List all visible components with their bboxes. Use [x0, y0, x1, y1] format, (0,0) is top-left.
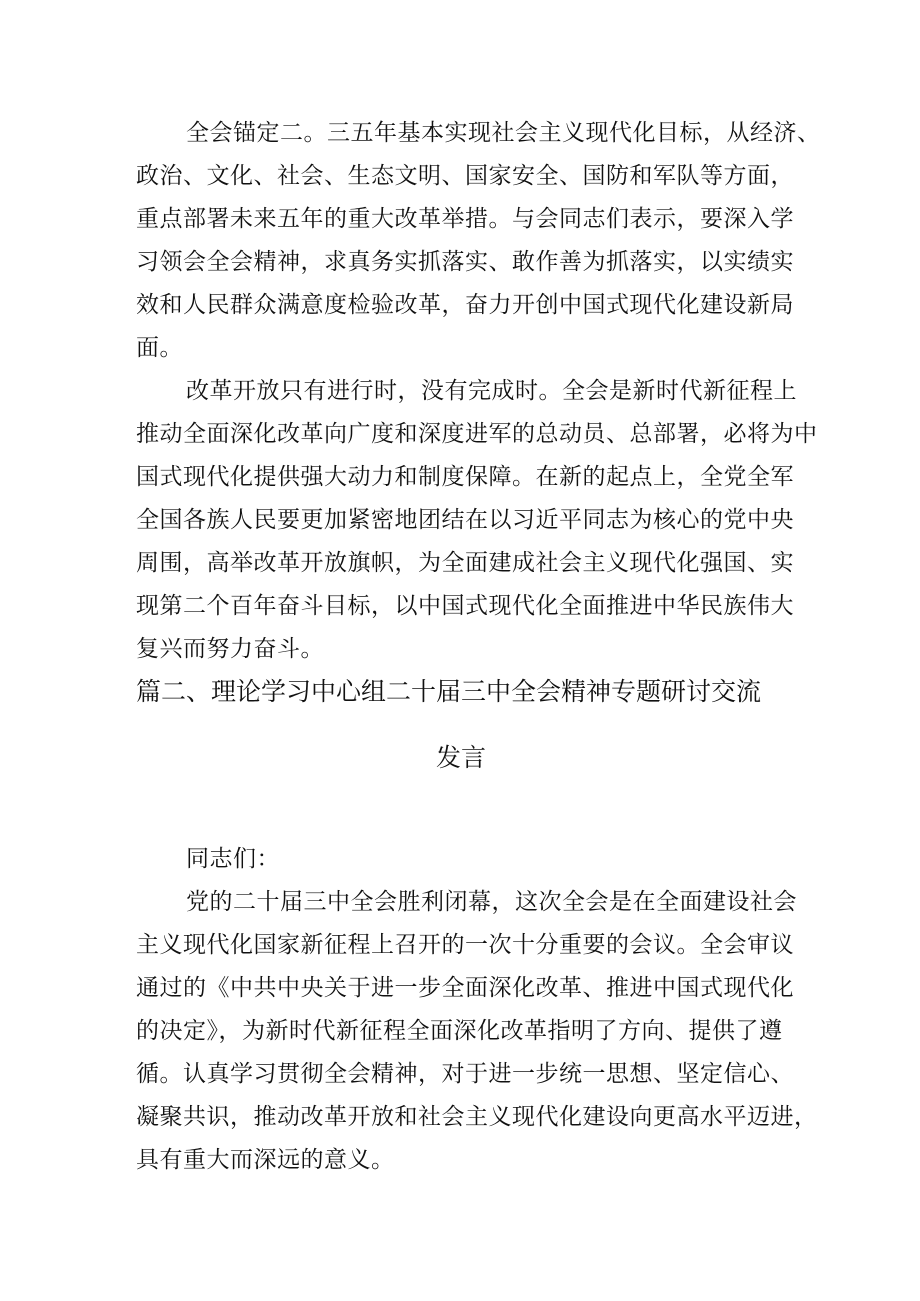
paragraph-line: 全会锚定二。三五年基本实现社会主义现代化目标，从经济、 — [186, 120, 821, 146]
paragraph-line: 主义现代化国家新征程上召开的一次十分重要的会议。全会审议 — [136, 932, 794, 958]
section-heading-continued: 发言 — [436, 743, 487, 772]
paragraph-line: 推动全面深化改革向广度和深度进军的总动员、总部署，必将为中 — [136, 421, 818, 447]
section-heading: 篇二、理论学习中心组二十届三中全会精神专题研讨交流 — [136, 677, 762, 706]
paragraph-line: 的决定》，为新时代新征程全面深化改革指明了方向、提供了遵 — [136, 1018, 783, 1044]
paragraph-line: 周围，高举改革开放旗帜，为全面建成社会主义现代化强国、实 — [136, 550, 794, 576]
paragraph-line: 循。认真学习贯彻全会精神，对于进一步统一思想、坚定信心、 — [136, 1061, 794, 1087]
paragraph-line: 凝聚共识，推动改革开放和社会主义现代化建设向更高水平迈进， — [136, 1104, 818, 1130]
paragraph-line: 习领会全会精神，求真务实抓落实、敢作善为抓落实，以实绩实 — [136, 249, 794, 275]
paragraph-line: 重点部署未来五年的重大改革举措。与会同志们表示，要深入学 — [136, 206, 794, 232]
paragraph-line: 复兴而努力奋斗。 — [136, 636, 324, 662]
paragraph-line: 国式现代化提供强大动力和制度保障。在新的起点上，全党全军 — [136, 464, 794, 490]
paragraph-line: 效和人民群众满意度检验改革，奋力开创中国式现代化建设新局 — [136, 292, 794, 318]
paragraph-line: 面。 — [136, 335, 183, 361]
paragraph-line: 全国各族人民要更加紧密地团结在以习近平同志为核心的党中央 — [136, 507, 794, 533]
paragraph-line: 通过的《中共中央关于进一步全面深化改革、推进中国式现代化 — [136, 975, 794, 1001]
paragraph-line: 现第二个百年奋斗目标，以中国式现代化全面推进中华民族伟大 — [136, 593, 794, 619]
paragraph-line: 政治、文化、社会、生态文明、国家安全、国防和军队等方面， — [136, 163, 794, 189]
paragraph-line: 改革开放只有进行时，没有完成时。全会是新时代新征程上 — [186, 378, 797, 404]
paragraph-line: 党的二十届三中全会胜利闭幕，这次全会是在全面建设社会 — [186, 889, 797, 915]
paragraph-line: 具有重大而深远的意义。 — [136, 1147, 395, 1173]
salutation: 同志们： — [186, 846, 280, 872]
